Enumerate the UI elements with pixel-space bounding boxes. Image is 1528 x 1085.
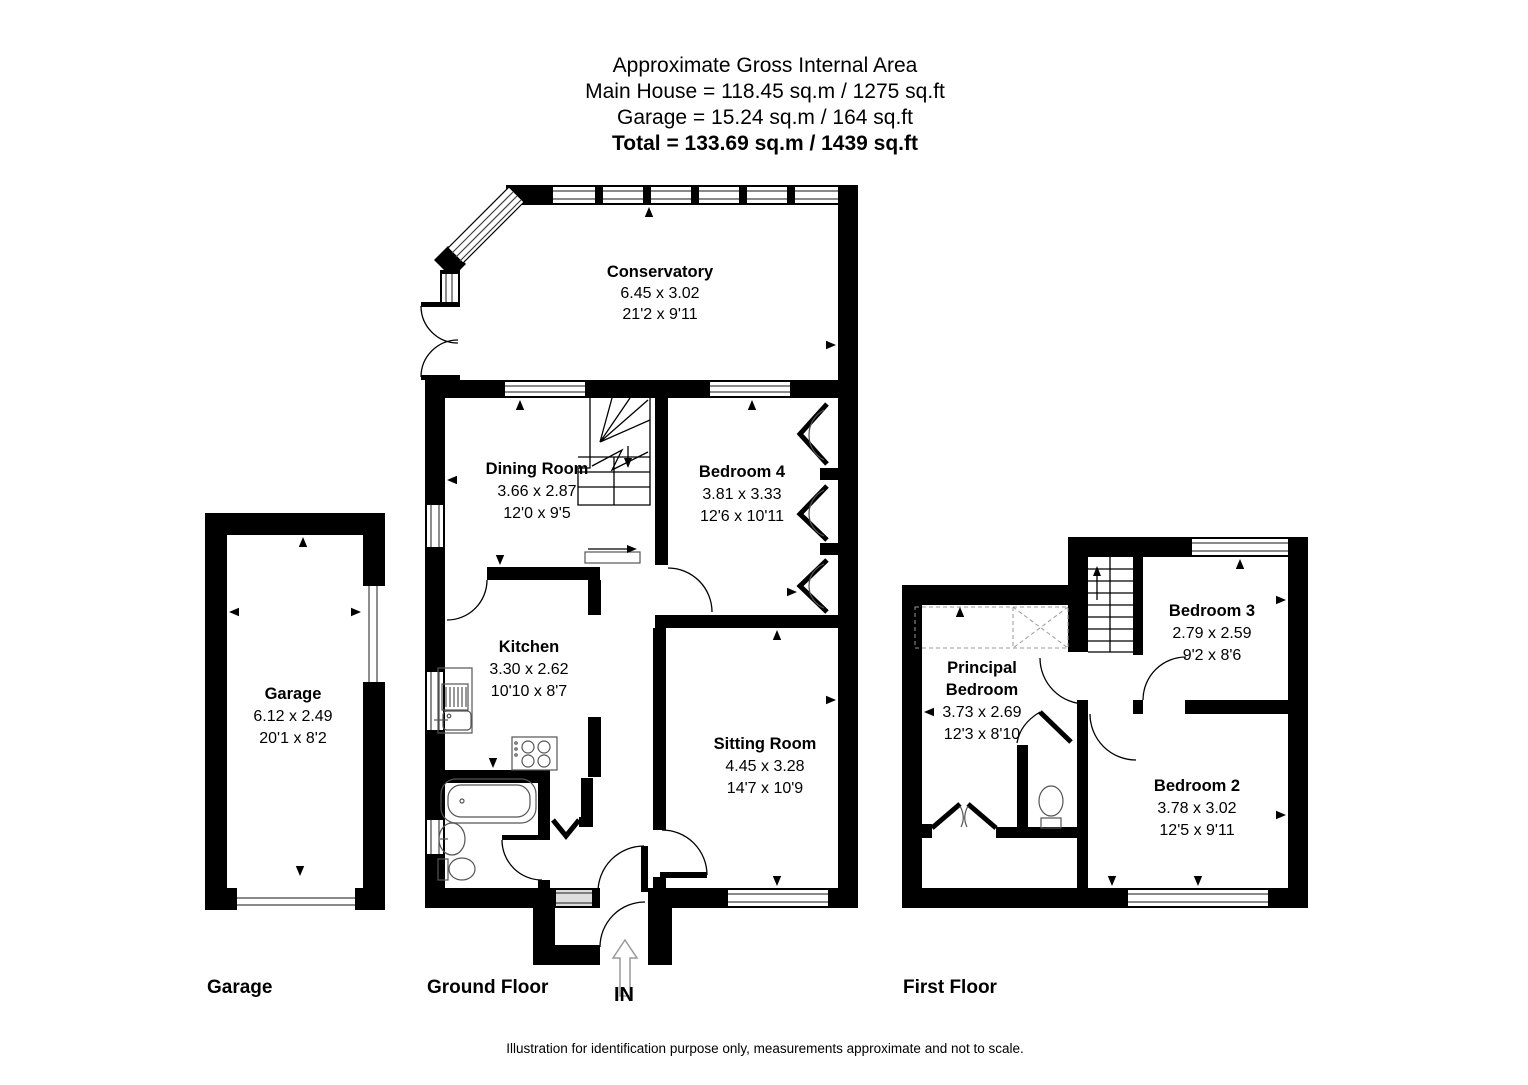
disclaimer-footer: Illustration for identification purpose only, measurements approximate and not to scale. [506,1041,1024,1056]
bedroom3-metric: 2.79 x 2.59 [1172,625,1252,642]
bedroom2-name: Bedroom 2 [1153,777,1241,795]
first-floor-staircase [1088,557,1133,652]
dining-label [486,460,589,522]
kitchen-metric: 3.30 x 2.62 [489,661,569,678]
header-line1: Approximate Gross Internal Area [612,54,918,77]
principal-closet-doors [932,804,996,828]
bedroom4-name: Bedroom 4 [698,463,786,481]
dining-window [427,505,443,547]
conservatory-label [607,263,714,323]
bedroom3-window [1192,539,1288,555]
floor-labels [207,977,998,998]
entrance-sidelight [556,890,592,906]
hall-closet-bifold-door [553,820,579,836]
kitchen-imperial: 10'10 x 8'7 [490,683,568,700]
first-floor-door-arcs [1040,657,1186,760]
conservatory-left-window [442,274,458,302]
bathroom-window [427,820,443,854]
header-line2: Main House = 118.45 sq.m / 1275 sq.ft [585,80,945,103]
header [585,54,945,155]
sitting-imperial: 14'7 x 10'9 [726,780,804,797]
ground-floor-staircase [578,398,650,505]
bedroom4-imperial: 12'6 x 10'11 [699,508,785,525]
bedroom2-metric: 3.78 x 3.02 [1157,800,1237,817]
principal-imperial: 12'3 x 8'10 [943,726,1021,743]
dining-metric: 3.66 x 2.87 [497,483,577,500]
bedroom3-label [1169,602,1255,664]
ground-floor-walls [421,185,858,965]
dining-name: Dining Room [485,460,589,478]
garage-window [363,586,385,682]
kitchen-hob [512,737,557,770]
bedroom2-window [1128,890,1268,906]
bathtub [441,779,536,823]
sitting-metric: 4.45 x 3.28 [725,758,805,775]
floor-label-first: First Floor [903,977,997,998]
bedroom3-name: Bedroom 3 [1168,602,1256,620]
principal-bedroom-label [942,659,1021,743]
ground-floor-plan [421,185,858,965]
conservatory-metric: 6.45 x 3.02 [620,285,700,302]
garage-door [237,888,355,910]
bedroom4-metric: 3.81 x 3.33 [702,486,782,503]
bedroom2-imperial: 12'5 x 9'11 [1159,822,1235,839]
floor-label-garage: Garage [207,977,273,998]
first-floor-plan [902,537,1308,908]
header-line4-total: Total = 133.69 sq.m / 1439 sq.ft [612,132,918,155]
garage-room-name: Garage [264,685,322,703]
garage-room-metric: 6.12 x 2.49 [253,708,333,725]
conservatory-corner-window [448,187,524,263]
principal-wardrobe-dashed [915,607,1068,648]
wc-door [1017,712,1071,743]
conservatory-top-windows [553,185,838,205]
bedroom3-imperial: 9'2 x 8'6 [1182,647,1242,664]
entrance-indicator [613,940,637,1006]
floor-label-ground: Ground Floor [427,977,549,998]
sitting-room-label [714,735,817,797]
garage-wall-ticks [229,537,361,876]
sitting-name: Sitting Room [713,735,817,753]
wc-toilet [1039,786,1063,828]
header-line3: Garage = 15.24 sq.m / 164 sq.ft [617,106,913,129]
kitchen-window [427,672,443,730]
bedroom4-label [699,463,786,525]
garage-room-imperial: 20'1 x 8'2 [259,730,327,747]
sitting-room-window [728,890,828,906]
entrance-label: IN [614,984,634,1006]
dining-imperial: 12'0 x 9'5 [503,505,571,522]
conservatory-imperial: 21'2 x 9'11 [622,306,698,323]
kitchen-label [489,638,568,700]
garage-plan [205,513,385,910]
kitchen-name: Kitchen [498,638,560,656]
principal-name-line1: Principal [947,659,1017,677]
principal-name-line2: Bedroom [945,681,1019,699]
conservatory-name: Conservatory [606,263,714,281]
bedroom4-wardrobe-doors [800,404,827,612]
bedroom2-label [1154,777,1240,839]
garage-room-label [253,685,332,747]
principal-metric: 3.73 x 2.69 [942,704,1022,721]
bathroom-basin [439,823,465,855]
serving-hatch [585,545,640,563]
